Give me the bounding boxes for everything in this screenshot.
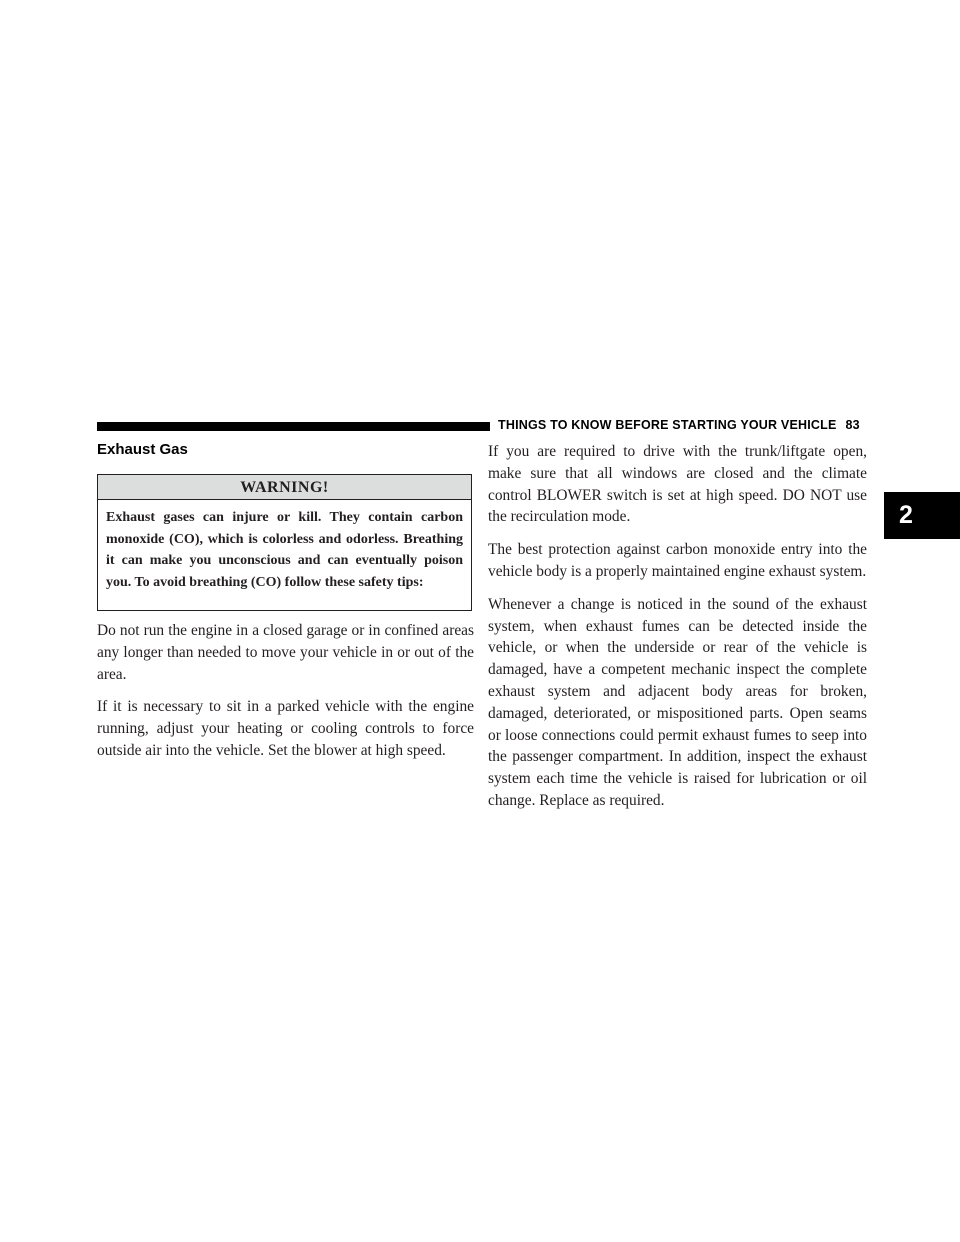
paragraph: The best protection against carbon monoxide entry into the vehicle body is a properly maintained engine exhaust system. (488, 541, 867, 580)
chapter-tab: 2 (884, 492, 960, 539)
running-title: THINGS TO KNOW BEFORE STARTING YOUR VEHICLE (498, 418, 837, 432)
warning-box (97, 474, 472, 611)
running-header (498, 418, 860, 432)
section-heading: Exhaust Gas (97, 441, 188, 458)
left-column (97, 620, 474, 773)
warning-title: WARNING! (98, 475, 471, 500)
paragraph: Do not run the engine in a closed garage or in confined areas any longer than needed to move your vehicle in or out of the area. (97, 622, 474, 683)
page-number: 83 (845, 418, 860, 432)
right-column (488, 441, 867, 823)
warning-text: Exhaust gases can injure or kill. They contain carbon monoxide (CO), which is colorless and odorless. Breathing it can make you unconscious and can eventually poison you. To avoid breathing (CO) follow these safety tips: (106, 510, 463, 590)
paragraph: Whenever a change is noticed in the sound of the exhaust system, when exhaust fumes can be detected inside the vehicle, or when the underside or rear of the vehicle is damaged, have a competent mechanic inspect the complete exhaust system and adjacent body areas for broken, damaged, deteriorated, or mispositioned parts. Open seams or loose connections could permit exhaust fumes to seep into the passenger compartment. In addition, inspect the exhaust system each time the vehicle is raised for lubrication or oil change. Replace as required. (488, 595, 867, 809)
paragraph: If you are required to drive with the trunk/liftgate open, make sure that all windows are closed and the climate control BLOWER switch is set at high speed. DO NOT use the recirculation mode. (488, 443, 867, 526)
header-rule (97, 422, 490, 431)
paragraph: If it is necessary to sit in a parked vehicle with the engine running, adjust your heating or cooling controls to force outside air into the vehicle. Set the blower at high speed. (97, 698, 474, 759)
